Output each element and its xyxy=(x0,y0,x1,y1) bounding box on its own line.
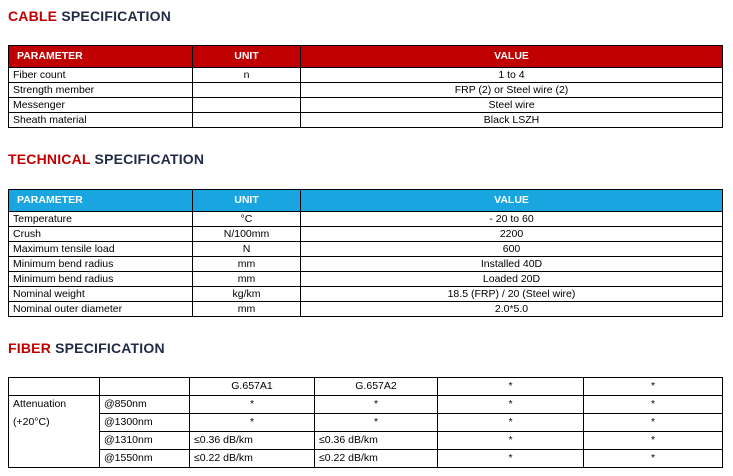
cell-value: ≤0.22 dB/km xyxy=(315,450,438,468)
cell-unit xyxy=(193,83,301,98)
cell-value: FRP (2) or Steel wire (2) xyxy=(301,83,723,98)
table-row xyxy=(9,414,723,432)
cell-value: * xyxy=(438,432,584,450)
cell-value: Steel wire xyxy=(301,98,723,113)
cell-parameter: Nominal weight xyxy=(9,287,193,302)
cell-value: 2.0*5.0 xyxy=(301,302,723,317)
cell-value: 2200 xyxy=(301,227,723,242)
cell-value: 600 xyxy=(301,242,723,257)
cell-unit xyxy=(193,113,301,128)
table-row xyxy=(9,272,723,287)
header-col4: * xyxy=(584,378,723,396)
technical-title-accent: TECHNICAL xyxy=(8,151,91,167)
header-parameter: PARAMETER xyxy=(9,46,193,68)
cell-wavelength: @850nm xyxy=(100,396,190,414)
cell-value: Loaded 20D xyxy=(301,272,723,287)
table-row xyxy=(9,432,723,450)
cell-value: 1 to 4 xyxy=(301,68,723,83)
cell-value: * xyxy=(438,450,584,468)
cell-parameter: Fiber count xyxy=(9,68,193,83)
header-unit: UNIT xyxy=(193,46,301,68)
table-row xyxy=(9,212,723,227)
technical-spec-table xyxy=(8,189,723,317)
cell-unit: N/100mm xyxy=(193,227,301,242)
cell-value: * xyxy=(584,396,723,414)
cell-empty xyxy=(9,378,100,396)
cell-parameter: Strength member xyxy=(9,83,193,98)
cell-unit: n xyxy=(193,68,301,83)
table-row xyxy=(9,302,723,317)
cell-value: Installed 40D xyxy=(301,257,723,272)
cell-value: * xyxy=(584,414,723,432)
fiber-section-title xyxy=(8,340,165,356)
cell-value: ≤0.22 dB/km xyxy=(190,450,315,468)
cell-parameter: Minimum bend radius xyxy=(9,257,193,272)
table-row xyxy=(9,396,723,414)
cell-parameter: Crush xyxy=(9,227,193,242)
cell-parameter: Messenger xyxy=(9,98,193,113)
table-row xyxy=(9,450,723,468)
cell-wavelength: @1300nm xyxy=(100,414,190,432)
cell-value: - 20 to 60 xyxy=(301,212,723,227)
cable-title-rest: SPECIFICATION xyxy=(57,8,172,24)
table-row xyxy=(9,83,723,98)
cell-value: * xyxy=(315,414,438,432)
cell-unit: kg/km xyxy=(193,287,301,302)
cell-value: 18.5 (FRP) / 20 (Steel wire) xyxy=(301,287,723,302)
cell-parameter: Minimum bend radius xyxy=(9,272,193,287)
cell-value: Black LSZH xyxy=(301,113,723,128)
cell-parameter: Sheath material xyxy=(9,113,193,128)
fiber-title-accent: FIBER xyxy=(8,340,51,356)
cell-unit: mm xyxy=(193,302,301,317)
cable-title-accent: CABLE xyxy=(8,8,58,24)
cable-section-title xyxy=(8,8,171,24)
cell-value: ≤0.36 dB/km xyxy=(315,432,438,450)
cell-empty xyxy=(100,378,190,396)
header-parameter: PARAMETER xyxy=(9,190,193,212)
header-g657a1: G.657A1 xyxy=(190,378,315,396)
table-header-row xyxy=(9,378,723,396)
cell-value: * xyxy=(584,432,723,450)
cell-value: * xyxy=(190,414,315,432)
cell-unit: °C xyxy=(193,212,301,227)
technical-section-title xyxy=(8,151,204,167)
cell-unit: mm xyxy=(193,272,301,287)
cable-spec-table xyxy=(8,45,723,128)
table-header-row xyxy=(9,190,723,212)
table-row xyxy=(9,227,723,242)
cell-unit xyxy=(193,98,301,113)
cell-value: * xyxy=(315,396,438,414)
cell-empty xyxy=(9,432,100,450)
attenuation-label: Attenuation xyxy=(9,396,100,414)
cell-value: * xyxy=(190,396,315,414)
header-g657a2: G.657A2 xyxy=(315,378,438,396)
cell-value: ≤0.36 dB/km xyxy=(190,432,315,450)
cell-parameter: Temperature xyxy=(9,212,193,227)
table-row xyxy=(9,68,723,83)
cell-parameter: Nominal outer diameter xyxy=(9,302,193,317)
cell-value: * xyxy=(438,414,584,432)
temperature-label: (+20°C) xyxy=(9,414,100,432)
table-row xyxy=(9,242,723,257)
cell-wavelength: @1310nm xyxy=(100,432,190,450)
table-row xyxy=(9,113,723,128)
table-row xyxy=(9,98,723,113)
cell-value: * xyxy=(438,396,584,414)
cell-unit: mm xyxy=(193,257,301,272)
fiber-spec-table xyxy=(8,377,723,468)
cell-value: * xyxy=(584,450,723,468)
cell-unit: N xyxy=(193,242,301,257)
table-header-row xyxy=(9,46,723,68)
table-row xyxy=(9,257,723,272)
technical-title-rest: SPECIFICATION xyxy=(90,151,205,167)
header-value: VALUE xyxy=(301,190,723,212)
header-unit: UNIT xyxy=(193,190,301,212)
table-row xyxy=(9,287,723,302)
cell-empty xyxy=(9,450,100,468)
cell-parameter: Maximum tensile load xyxy=(9,242,193,257)
header-col3: * xyxy=(438,378,584,396)
header-value: VALUE xyxy=(301,46,723,68)
fiber-title-rest: SPECIFICATION xyxy=(51,340,165,356)
cell-wavelength: @1550nm xyxy=(100,450,190,468)
